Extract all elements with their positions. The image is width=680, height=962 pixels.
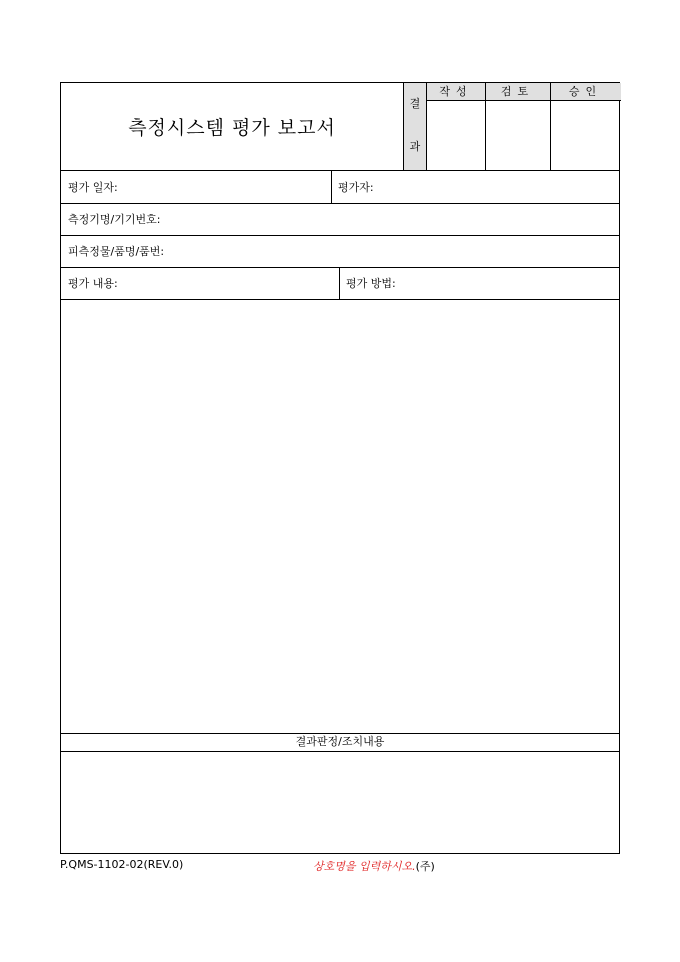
result-section-label: 결과판정/조치내용 xyxy=(295,735,385,748)
evaluator-field[interactable]: 평가자: xyxy=(338,181,374,194)
row-divider xyxy=(61,203,619,204)
eval-content-field[interactable]: 평가 내용: xyxy=(68,277,118,290)
approval-col-review-header: 검토 xyxy=(485,83,550,101)
approval-label-top: 결 xyxy=(409,97,421,110)
approval-sign-approve[interactable] xyxy=(551,101,621,170)
company-placeholder: 상호명을 입력하시오. xyxy=(313,860,416,873)
measured-item-field[interactable]: 피측정물/품명/품번: xyxy=(68,245,165,258)
row-divider xyxy=(61,267,619,268)
approval-sign-review[interactable] xyxy=(486,101,550,170)
cell-divider xyxy=(339,267,340,299)
row-divider xyxy=(61,170,619,171)
approval-sign-write[interactable] xyxy=(427,101,485,170)
row-divider xyxy=(61,235,619,236)
approval-label xyxy=(403,83,427,170)
company-suffix: (주) xyxy=(415,860,435,873)
approval-label-bottom: 과 xyxy=(409,140,421,153)
doc-code: P.QMS-1102-02(REV.0) xyxy=(60,858,184,871)
eval-method-field[interactable]: 평가 방법: xyxy=(346,277,396,290)
report-form xyxy=(60,82,620,854)
instrument-field[interactable]: 측정기명/기기번호: xyxy=(68,213,161,226)
company-name xyxy=(313,858,435,874)
result-body-area[interactable] xyxy=(61,752,619,854)
form-title: 측정시스템 평가 보고서 xyxy=(128,117,336,139)
eval-body-area[interactable] xyxy=(61,300,619,733)
approval-col-approve-header: 승인 xyxy=(550,83,621,101)
eval-date-field[interactable]: 평가 일자: xyxy=(68,181,118,194)
approval-col-write-header: 작성 xyxy=(427,83,485,101)
cell-divider xyxy=(331,170,332,203)
